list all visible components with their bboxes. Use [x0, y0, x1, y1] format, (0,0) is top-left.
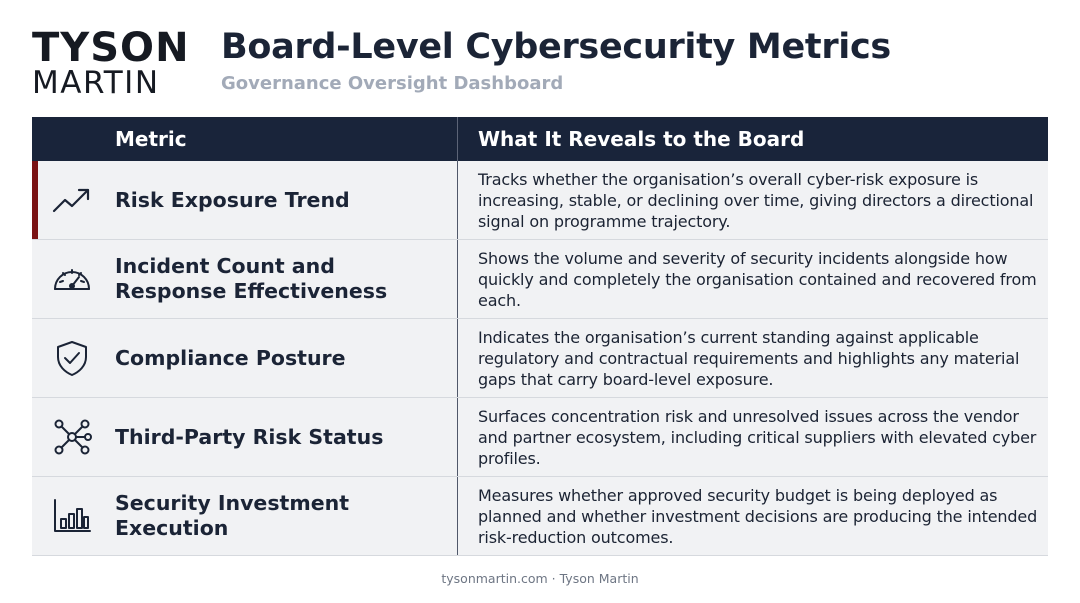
metric-name: Compliance Posture — [115, 345, 346, 370]
metric-description: Indicates the organisation’s current standing against applicable regulatory and contractual requirements and highlights any material gaps that carry board-level exposure. — [478, 327, 1020, 389]
column-header-reveals: What It Reveals to the Board — [478, 127, 805, 151]
column-divider — [457, 398, 458, 476]
network-icon — [52, 418, 92, 456]
column-divider — [457, 240, 458, 318]
bar-chart-icon — [52, 497, 92, 535]
table-row — [32, 398, 1048, 477]
header-divider — [457, 117, 458, 161]
table-row — [32, 161, 1048, 240]
trend-up-icon — [52, 181, 92, 219]
page-subtitle: Governance Oversight Dashboard — [221, 73, 564, 94]
metric-name: Incident Count and Response Effectiveness — [115, 254, 388, 303]
column-divider — [457, 319, 458, 397]
table-row — [32, 240, 1048, 319]
logo-line-2: MARTIN — [32, 65, 160, 101]
gauge-icon — [52, 260, 92, 298]
footer-text[interactable]: tysonmartin.com · Tyson Martin — [441, 571, 639, 586]
column-divider — [457, 477, 458, 555]
metric-name: Security Investment Execution — [115, 491, 349, 540]
metric-description: Measures whether approved security budget is being deployed as planned and whether investment decisions are producing the intended risk-reduction outcomes. — [478, 485, 1038, 547]
metric-description: Surfaces concentration risk and unresolved issues across the vendor and partner ecosystem, including critical suppliers with elevated cyber profiles. — [478, 406, 1037, 468]
column-divider — [457, 161, 458, 239]
metric-description: Tracks whether the organisation’s overall cyber-risk exposure is increasing, stable, or declining over time, giving directors a directional signal on programme trajectory. — [478, 169, 1034, 231]
row-accent-bar — [32, 161, 38, 239]
table-row — [32, 319, 1048, 398]
metric-name: Risk Exposure Trend — [115, 187, 350, 212]
column-header-metric: Metric — [115, 127, 187, 151]
metric-name: Third-Party Risk Status — [115, 424, 384, 449]
page-title: Board-Level Cybersecurity Metrics — [221, 27, 891, 67]
logo — [32, 25, 190, 101]
logo-line-1: TYSON — [32, 25, 190, 71]
table-header — [32, 117, 1048, 161]
table-row — [32, 477, 1048, 556]
metrics-table — [32, 117, 1048, 556]
metric-description: Shows the volume and severity of security incidents alongside how quickly and completely the organisation contained and recovered from each. — [478, 248, 1037, 310]
shield-check-icon — [52, 339, 92, 377]
